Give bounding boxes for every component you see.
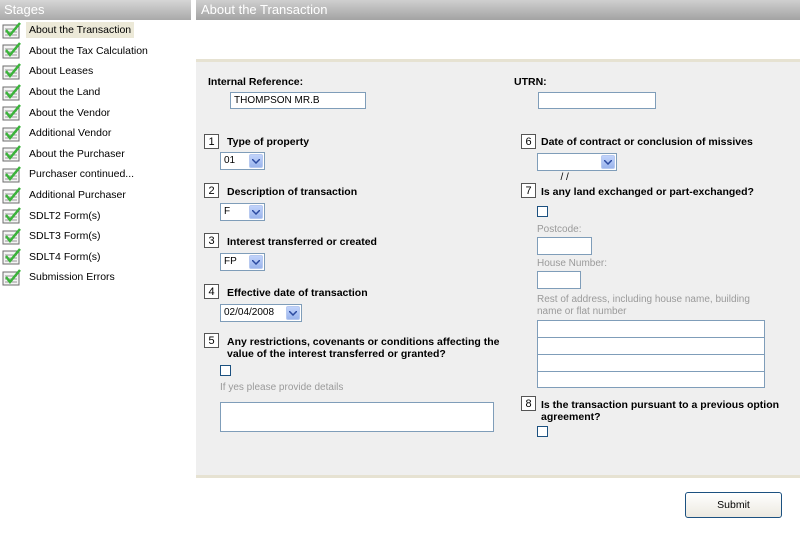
description-of-transaction-value: F [224,206,231,217]
question-number-4: 4 [204,284,219,299]
sidebar-item-additional-purchaser[interactable] [0,185,191,206]
checklist-icon [2,228,22,245]
checklist-icon [2,125,22,142]
sidebar-item-sdlt4-form-s[interactable] [0,247,191,268]
sidebar-item-label: Additional Purchaser [29,189,126,202]
sidebar-title: Stages [0,0,191,20]
sidebar-item-about-the-tax-calculation[interactable] [0,41,191,62]
contract-date-picker[interactable] [537,153,617,183]
chevron-down-icon[interactable] [286,306,300,320]
effective-date-label: Effective date of transaction [227,287,368,299]
address-line-4[interactable] [538,372,764,389]
sidebar-item-label: About the Tax Calculation [29,44,148,57]
submit-button[interactable]: Submit [685,492,782,518]
question-number-7: 7 [521,183,536,198]
restrictions-label-line1: Any restrictions, covenants or conditions affecting the [227,336,500,348]
sidebar-item-additional-vendor[interactable] [0,123,191,144]
sidebar-item-label: Purchaser continued... [29,168,135,181]
sidebar-item-about-the-transaction[interactable] [0,20,191,41]
checklist-icon [2,166,22,183]
rest-of-address-input[interactable] [537,320,765,388]
sidebar-item-about-the-purchaser[interactable] [0,144,191,165]
sidebar-item-purchaser-continued[interactable] [0,164,191,185]
checklist-icon [2,22,22,39]
main-content [196,0,800,534]
checklist-icon [2,104,22,121]
checklist-icon [2,84,22,101]
question-number-6: 6 [521,134,536,149]
question-number-8: 8 [521,396,536,411]
option-agreement-label-line1: Is the transaction pursuant to a previous option [541,399,780,411]
chevron-down-icon[interactable] [249,205,263,219]
option-agreement-checkbox[interactable] [537,426,548,437]
rest-of-address-label-line1: Rest of address, including house name, building [537,294,750,305]
postcode-label: Postcode: [537,224,582,235]
effective-date-picker[interactable] [220,304,302,322]
sidebar-item-label: About the Transaction [26,22,134,38]
description-of-transaction-label: Description of transaction [227,186,358,198]
checklist-icon [2,269,22,286]
utrn-label: UTRN: [514,76,547,88]
form-panel [196,59,800,478]
sidebar-item-about-the-land[interactable] [0,82,191,103]
type-of-property-value: 01 [224,155,236,166]
sidebar-item-sdlt2-form-s[interactable] [0,205,191,226]
restrictions-details-input[interactable] [220,402,494,432]
restrictions-hint: If yes please provide details [220,382,344,393]
restrictions-checkbox[interactable] [220,365,231,376]
type-of-property-select[interactable] [220,152,265,170]
question-number-2: 2 [204,183,219,198]
interest-transferred-select[interactable] [220,253,265,271]
sidebar-item-label: SDLT2 Form(s) [29,209,101,222]
checklist-icon [2,207,22,224]
address-line-3[interactable] [538,355,764,372]
house-number-input[interactable] [537,271,581,289]
description-of-transaction-select[interactable] [220,203,265,221]
type-of-property-label: Type of property [227,136,310,148]
sidebar-item-label: Additional Vendor [29,127,112,140]
checklist-icon [2,63,22,80]
restrictions-label-line2: value of the interest transferred or granted? [227,348,446,360]
sidebar-item-submission-errors[interactable] [0,267,191,288]
sidebar-item-label: SDLT4 Form(s) [29,250,101,263]
postcode-input[interactable] [537,237,592,255]
chevron-down-icon[interactable] [601,155,615,169]
land-exchanged-checkbox[interactable] [537,206,548,217]
checklist-icon [2,145,22,162]
address-line-2[interactable] [538,338,764,355]
effective-date-value: 02/04/2008 [224,307,275,318]
interest-transferred-label: Interest transferred or created [227,236,377,248]
sidebar-item-label: About the Purchaser [29,147,125,160]
land-exchanged-label: Is any land exchanged or part-exchanged? [541,186,754,198]
page-title: About the Transaction [196,0,800,20]
question-number-5: 5 [204,333,219,348]
house-number-label: House Number: [537,258,608,269]
sidebar-item-label: About Leases [29,65,94,78]
checklist-icon [2,187,22,204]
question-number-3: 3 [204,233,219,248]
sidebar-item-label: About the Vendor [29,106,111,119]
contract-date-label: Date of contract or conclusion of missives [541,136,753,148]
interest-transferred-value: FP [224,256,237,267]
sidebar-item-sdlt3-form-s[interactable] [0,226,191,247]
sidebar-item-label: Submission Errors [29,271,115,284]
sidebar-item-label: About the Land [29,86,101,99]
internal-reference-input[interactable]: THOMPSON MR.B [230,92,366,109]
chevron-down-icon[interactable] [249,255,263,269]
utrn-input[interactable] [538,92,656,109]
sidebar-item-label: SDLT3 Form(s) [29,230,101,243]
stages-sidebar [0,0,192,534]
rest-of-address-label-line2: name or flat number [537,306,627,317]
chevron-down-icon[interactable] [249,154,263,168]
sidebar-item-about-leases[interactable] [0,61,191,82]
checklist-icon [2,248,22,265]
question-number-1: 1 [204,134,219,149]
sidebar-item-about-the-vendor[interactable] [0,102,191,123]
contract-date-value: / / [557,172,569,183]
stages-list [0,20,191,288]
checklist-icon [2,42,22,59]
option-agreement-label-line2: agreement? [541,411,601,423]
internal-reference-label: Internal Reference: [208,76,304,88]
address-line-1[interactable] [538,321,764,338]
